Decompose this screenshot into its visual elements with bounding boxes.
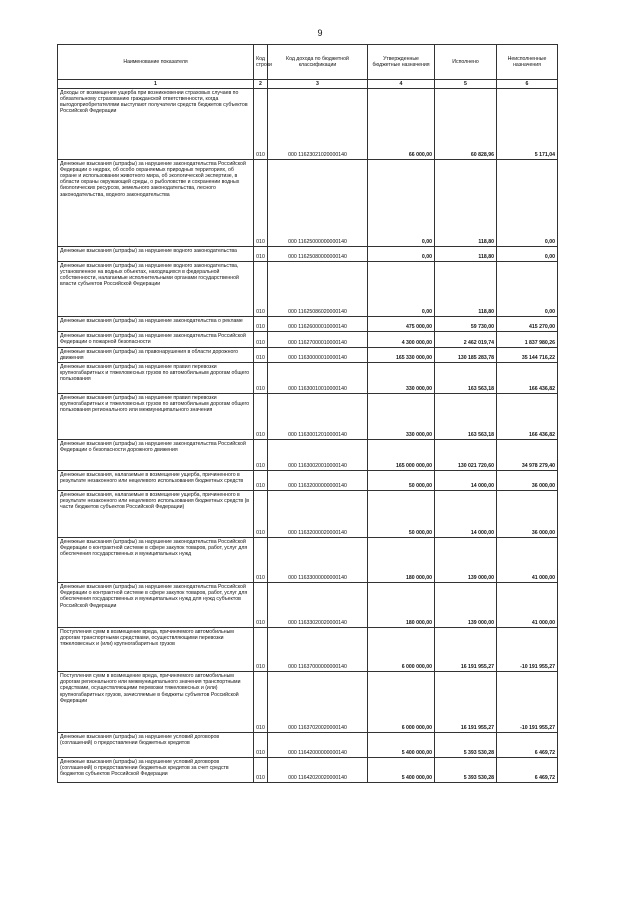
row-name: Денежные взыскания (штрафы) за нарушение условий договоров (соглашений) о предоставлении бюджетных кредитов за счет средств бюджетов субъектов Российской Федерации [58,758,254,783]
row-name: Денежные взыскания (штрафы) за нарушение водного законодательства, установленное на водных объектах, находящихся в федеральной собственности, налагаемые исполнительными органами государственной власти субъектов Российской Федерации [58,262,254,317]
table-row [58,363,558,394]
row-approved: 330 000,00 [368,363,435,394]
row-budget-code: 000 11642000000000140 [268,733,368,758]
row-name: Денежные взыскания (штрафы) за нарушение законодательства о рекламе [58,317,254,332]
row-name: Денежные взыскания (штрафы) за нарушение законодательства Российской Федерации о пожарной безопасности [58,332,254,348]
column-number-row [58,80,558,89]
row-executed: 163 563,18 [435,363,497,394]
row-executed: 60 828,96 [435,89,497,160]
row-executed: 130 021 720,60 [435,440,497,471]
table-row [58,583,558,628]
row-executed: 14 000,00 [435,491,497,538]
row-budget-code: 000 11637000000000140 [268,628,368,672]
table-row [58,672,558,733]
row-executed: 5 393 530,28 [435,758,497,783]
row-executed: 16 191 955,27 [435,672,497,733]
row-name: Денежные взыскания, налагаемые в возмещение ущерба, причиненного в результате незаконного или нецелевого использования бюджетных средств (в части бюджетов субъектов Российской Федерации) [58,491,254,538]
row-approved: 6 000 000,00 [368,628,435,672]
row-line-code: 010 [254,394,268,440]
row-name: Денежные взыскания (штрафы) за нарушение условий договоров (соглашений) о предоставлении бюджетных кредитов [58,733,254,758]
row-approved: 4 300 000,00 [368,332,435,348]
table-row [58,262,558,317]
row-executed: 130 185 283,78 [435,348,497,363]
row-unexecuted: 36 000,00 [497,471,558,491]
row-name: Денежные взыскания, налагаемые в возмещение ущерба, причиненного в результате незаконного или нецелевого использования бюджетных средств [58,471,254,491]
table-row [58,491,558,538]
row-budget-code: 000 11630010010000140 [268,363,368,394]
column-number: 4 [368,80,435,89]
table-row [58,89,558,160]
row-budget-code: 000 11625086020000140 [268,262,368,317]
row-unexecuted: 5 171,04 [497,89,558,160]
row-approved: 6 000 000,00 [368,672,435,733]
row-budget-code: 000 11642020020000140 [268,758,368,783]
row-line-code: 010 [254,89,268,160]
row-unexecuted: 41 000,00 [497,538,558,583]
row-budget-code: 000 11630012010000140 [268,394,368,440]
row-line-code: 010 [254,440,268,471]
row-unexecuted: 415 270,00 [497,317,558,332]
table-body [58,89,558,783]
row-approved: 5 400 000,00 [368,758,435,783]
page-number: 9 [317,28,323,38]
row-name: Денежные взыскания (штрафы) за нарушение законодательства Российской Федерации о контрактной системе в сфере закупок товаров, работ, услуг для обеспечения государственных и муниципальных нужд для нужд субъектов Российской Федерации [58,583,254,628]
row-unexecuted: 0,00 [497,160,558,247]
row-line-code: 010 [254,758,268,783]
row-budget-code: 000 11633000000000140 [268,538,368,583]
row-line-code: 010 [254,262,268,317]
row-approved: 0,00 [368,262,435,317]
row-unexecuted: 1 837 980,26 [497,332,558,348]
row-executed: 118,80 [435,160,497,247]
row-approved: 180 000,00 [368,538,435,583]
row-line-code: 010 [254,628,268,672]
row-line-code: 010 [254,332,268,348]
table-row [58,628,558,672]
row-unexecuted: 41 000,00 [497,583,558,628]
column-number: 3 [268,80,368,89]
table-row [58,758,558,783]
table-row [58,440,558,471]
row-approved: 165 330 000,00 [368,348,435,363]
row-executed: 2 462 019,74 [435,332,497,348]
row-approved: 0,00 [368,247,435,262]
row-approved: 475 000,00 [368,317,435,332]
row-approved: 66 000,00 [368,89,435,160]
column-number: 1 [58,80,254,89]
row-budget-code: 000 11625080000000140 [268,247,368,262]
row-name: Денежные взыскания (штрафы) за нарушение законодательства Российской Федерации о безопасности дорожного движения [58,440,254,471]
row-budget-code: 000 11623021020000140 [268,89,368,160]
row-name: Доходы от возмещения ущерба при возникновении страховых случаев по обязательному страхованию гражданской ответственности, когда выгодоприобретателями выступают получатели средств бюджетов субъектов Российской Федерации [58,89,254,160]
row-line-code: 010 [254,733,268,758]
row-unexecuted: 34 978 279,40 [497,440,558,471]
row-name: Поступления сумм в возмещение вреда, причиняемого автомобильным дорогам регионального или межмуниципального значения транспортными средствами, осуществляющими перевозки тяжеловесных и (или) крупногабаритных грузов, зачисляемые в бюджеты субъектов Российской Федерации [58,672,254,733]
header-approved: Утвержденные бюджетные назначения [368,45,435,80]
row-name: Денежные взыскания (штрафы) за нарушение правил перевозки крупногабаритных и тяжеловесных грузов по автомобильным дорогам общего пользования регионального или межмуниципального значения [58,394,254,440]
row-budget-code: 000 11632000000000140 [268,471,368,491]
row-line-code: 010 [254,471,268,491]
row-unexecuted: 6 469,72 [497,758,558,783]
row-approved: 330 000,00 [368,394,435,440]
row-unexecuted: 166 436,82 [497,363,558,394]
row-executed: 16 191 955,27 [435,628,497,672]
header-name: Наименование показателя [58,45,254,80]
table-row [58,733,558,758]
row-line-code: 010 [254,583,268,628]
table-row [58,247,558,262]
row-executed: 5 393 530,28 [435,733,497,758]
row-budget-code: 000 11626000010000140 [268,317,368,332]
row-line-code: 010 [254,160,268,247]
table-row [58,317,558,332]
row-name: Денежные взыскания (штрафы) за нарушение правил перевозки крупногабаритных и тяжеловесных грузов по автомобильным дорогам общего пользования [58,363,254,394]
row-executed: 118,80 [435,247,497,262]
row-unexecuted: 6 469,72 [497,733,558,758]
row-approved: 5 400 000,00 [368,733,435,758]
column-number: 2 [254,80,268,89]
row-line-code: 010 [254,491,268,538]
row-name: Поступления сумм в возмещение вреда, причиняемого автомобильным дорогам транспортными средствами, осуществляющими перевозки тяжеловесных и (или) крупногабаритных грузов [58,628,254,672]
row-unexecuted: 0,00 [497,262,558,317]
row-executed: 139 000,00 [435,583,497,628]
row-budget-code: 000 11632000020000140 [268,491,368,538]
row-name: Денежные взыскания (штрафы) за правонарушения в области дорожного движения [58,348,254,363]
row-unexecuted: -10 191 955,27 [497,628,558,672]
header-code-line: Код строки [254,45,268,80]
table-row [58,538,558,583]
header-unexecuted: Неисполненные назначения [497,45,558,80]
row-name: Денежные взыскания (штрафы) за нарушение законодательства Российской Федерации о недрах, об особо охраняемых природных территориях, об охране и использовании животного мира, об экологической экспертизе, в области охраны окружающей среды, о рыболовстве и сохранении водных биологических ресурсов, земельного законодательства, лесного законодательства, водного законодательства [58,160,254,247]
row-approved: 0,00 [368,160,435,247]
row-line-code: 010 [254,247,268,262]
row-line-code: 010 [254,538,268,583]
row-name: Денежные взыскания (штрафы) за нарушение водного законодательства [58,247,254,262]
row-budget-code: 000 11630020010000140 [268,440,368,471]
row-budget-code: 000 11625000000000140 [268,160,368,247]
row-executed: 139 000,00 [435,538,497,583]
table-row [58,471,558,491]
column-number: 6 [497,80,558,89]
row-line-code: 010 [254,317,268,332]
table-row [58,394,558,440]
row-unexecuted: -10 191 955,27 [497,672,558,733]
table-row [58,160,558,247]
table-row [58,332,558,348]
column-number: 5 [435,80,497,89]
row-unexecuted: 36 000,00 [497,491,558,538]
header-row [58,45,558,80]
row-unexecuted: 0,00 [497,247,558,262]
row-line-code: 010 [254,363,268,394]
header-code-budget: Код дохода по бюджетной классификации [268,45,368,80]
income-table [57,44,558,783]
row-approved: 165 000 000,00 [368,440,435,471]
row-budget-code: 000 11627000010000140 [268,332,368,348]
row-unexecuted: 35 144 716,22 [497,348,558,363]
row-budget-code: 000 11630000010000140 [268,348,368,363]
row-budget-code: 000 11633020020000140 [268,583,368,628]
row-executed: 163 563,18 [435,394,497,440]
row-executed: 14 000,00 [435,471,497,491]
row-budget-code: 000 11637020020000140 [268,672,368,733]
row-approved: 50 000,00 [368,471,435,491]
row-name: Денежные взыскания (штрафы) за нарушение законодательства Российской Федерации о контрактной системе в сфере закупок товаров, работ, услуг для обеспечения государственных и муниципальных нужд [58,538,254,583]
row-line-code: 010 [254,672,268,733]
row-approved: 50 000,00 [368,491,435,538]
row-executed: 59 730,00 [435,317,497,332]
row-executed: 118,80 [435,262,497,317]
row-line-code: 010 [254,348,268,363]
row-unexecuted: 166 436,82 [497,394,558,440]
row-approved: 180 000,00 [368,583,435,628]
header-executed: Исполнено [435,45,497,80]
table-row [58,348,558,363]
